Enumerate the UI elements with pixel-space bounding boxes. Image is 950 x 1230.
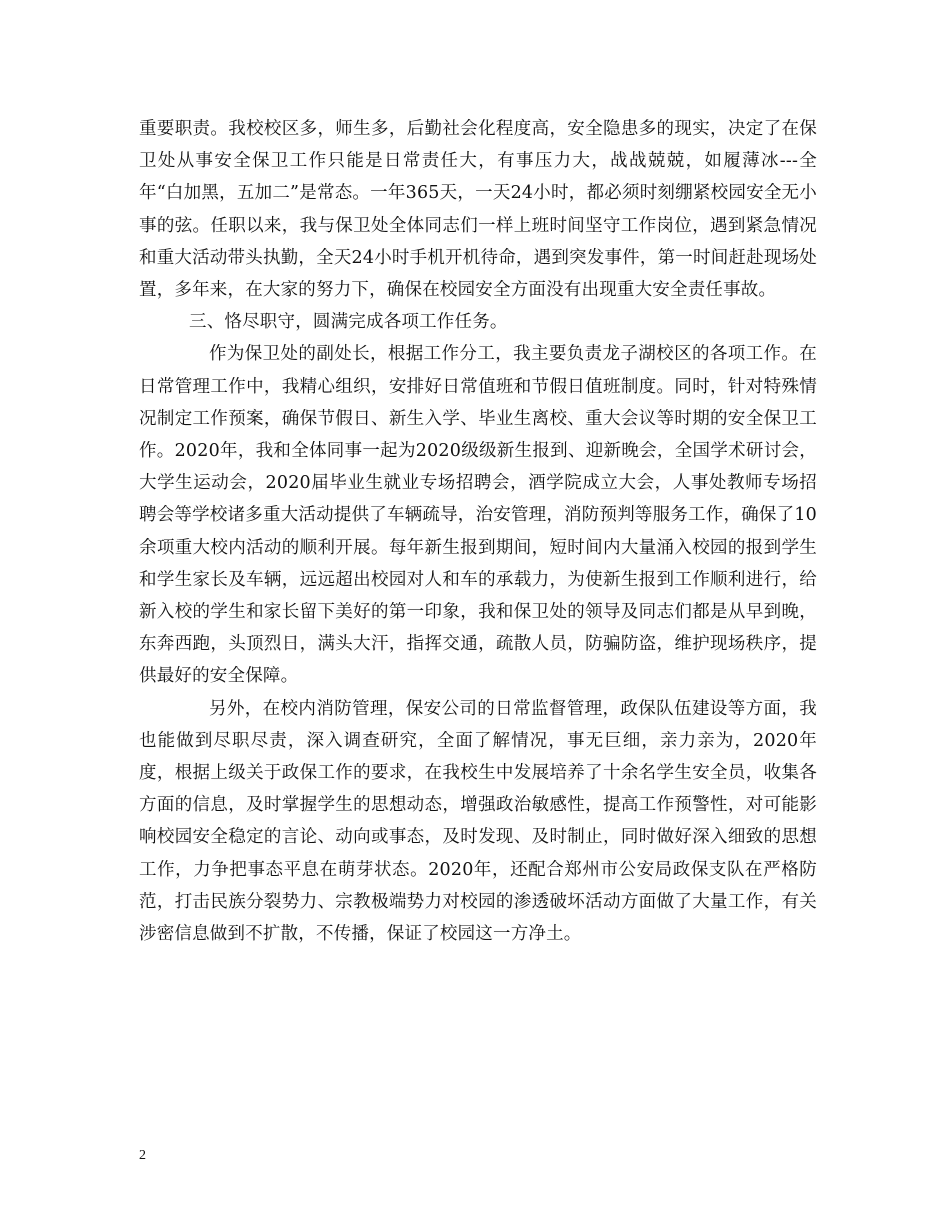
document-body [139,113,817,950]
page-number: 2 [139,1148,146,1163]
paragraph-duty-work: 作为保卫处的副处长，根据工作分工，我主要负责龙子湖校区的各项工作。在日常管理工作中，我精心组织，安排好日常值班和节假日值班制度。同时，针对特殊情况制定工作预案，确保节假日、新生入学、毕业生离校、重大会议等时期的安全保卫工作。2020年，我和全体同事一起为2020级级新生报到、迎新晚会，全国学术研讨会，大学生运动会，2020届毕业生就业专场招聘会，酒学院成立大会，人事处教师专场招聘会等学校诸多重大活动提供了车辆疏导，治安管理，消防预判等服务工作，确保了10余项重大校内活动的顺利开展。每年新生报到期间，短时间内大量涌入校园的报到学生和学生家长及车辆，远远超出校园对人和车的承载力，为使新生报到工作顺利进行，给新入校的学生和家长留下美好的第一印象，我和保卫处的领导及同志们都是从早到晚，东奔西跑，头顶烈日，满头大汗，指挥交通，疏散人员，防骗防盗，维护现场秩序，提供最好的安全保障。 [139,344,817,687]
section-heading-three: 三、恪尽职守，圆满完成各项工作任务。 [189,312,508,333]
paragraph-continuation: 重要职责。我校校区多，师生多，后勤社会化程度高，安全隐患多的现实，决定了在保卫处从事安全保卫工作只能是日常责任大，有事压力大，战战兢兢，如履薄冰---全年“白加黑，五加二”是常态。一年365天，一天24小时，都必须时刻绷紧校园安全无小事的弦。任职以来，我与保卫处全体同志们一样上班时间坚守工作岗位，遇到紧急情况和重大活动带头执勤，全天24小时手机开机待命，遇到突发事件，第一时间赶赴现场处置，多年来，在大家的努力下，确保在校园安全方面没有出现重大安全责任事故。 [139,119,817,301]
paragraph-additional-work: 另外，在校内消防管理，保安公司的日常监督管理，政保队伍建设等方面，我也能做到尽职尽责，深入调查研究，全面了解情况，事无巨细，亲力亲为，2020年度，根据上级关于政保工作的要求，在我校生中发展培养了十余名学生安全员，收集各方面的信息，及时掌握学生的思想动态，增强政治敏感性，提高工作预警性，对可能影响校园安全稳定的言论、动向或事态，及时发现、及时制止，同时做好深入细致的思想工作，力争把事态平息在萌芽状态。2020年，还配合郑州市公安局政保支队在严格防范，打击民族分裂势力、宗教极端势力对校园的渗透破坏活动方面做了大量工作，有关涉密信息做到不扩散，不传播，保证了校园这一方净土。 [139,698,817,945]
